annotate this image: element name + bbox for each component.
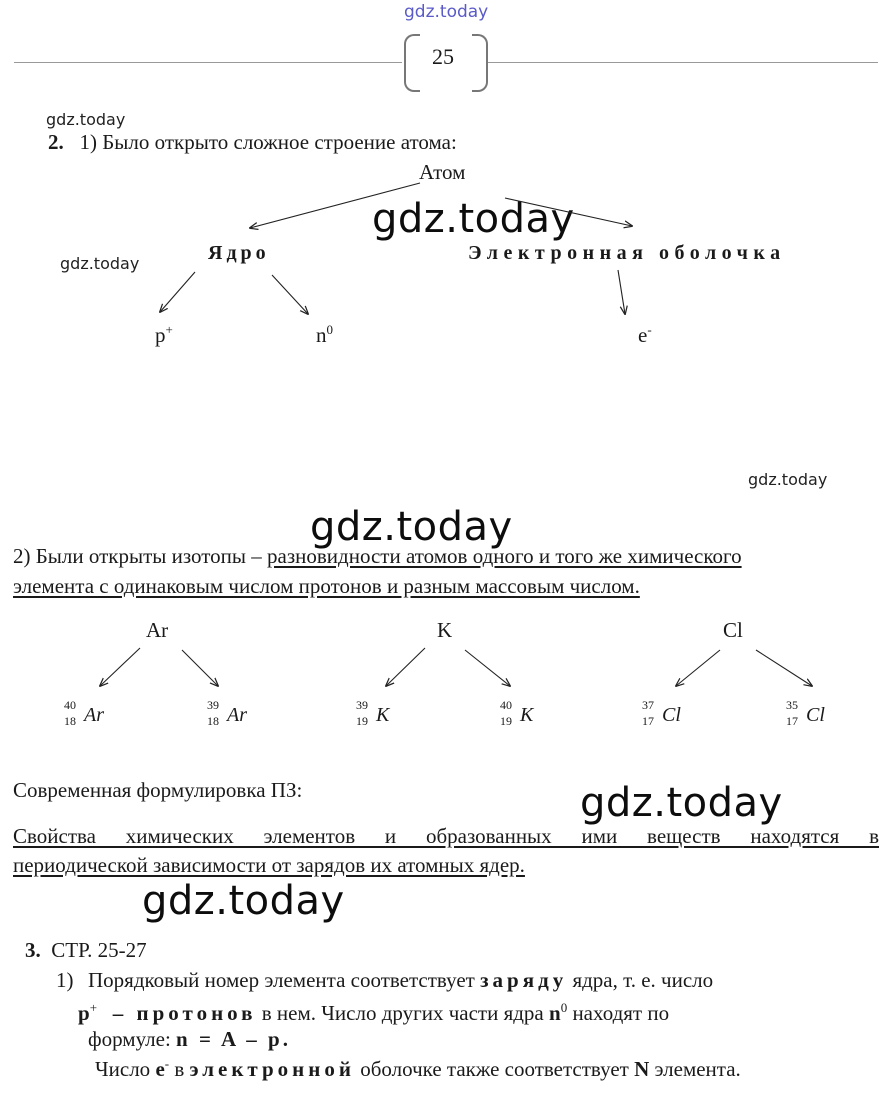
- law-line1: Свойства химических элементов и образованных ими веществ находятся в: [13, 824, 879, 848]
- watermark: gdz.today: [310, 504, 513, 550]
- isotopes-definition: разновидности атомов одного и того же химического: [267, 544, 742, 568]
- task3-line3: формуле: n = A – p.: [88, 1027, 291, 1051]
- isotopes-line1: 2) Были открыты изотопы – разновидности атомов одного и того же химического: [13, 544, 742, 568]
- proton-label: p+: [155, 322, 173, 347]
- task3-heading: [25, 938, 147, 963]
- element-k: K: [437, 618, 453, 642]
- electron-label: e-: [638, 322, 652, 347]
- element-cl: Cl: [723, 618, 743, 642]
- element-ar: Ar: [146, 618, 169, 642]
- nucleus-label: Ядро: [208, 242, 270, 264]
- task3-line4: Число e- в электронной оболочке также соответствует N элемента.: [95, 1056, 741, 1081]
- atom-label: Атом: [419, 160, 466, 184]
- isotopes-line2: элемента с одинаковым числом протонов и разным массовым числом.: [13, 574, 640, 598]
- page-number: 25: [432, 44, 454, 69]
- watermark: gdz.today: [142, 878, 345, 924]
- task3-ref: СТР. 25-27: [51, 938, 147, 962]
- watermark: gdz.today: [748, 470, 828, 489]
- task3-item1-number: 1): [56, 968, 74, 992]
- watermark: gdz.today: [372, 196, 575, 242]
- task3-line1: Порядковый номер элемента соответствует заряду ядра, т. е. число: [88, 968, 714, 992]
- law-line2: периодической зависимости от зарядов их атомных ядер.: [13, 853, 525, 877]
- modern-formulation-title: Современная формулировка ПЗ:: [13, 778, 303, 802]
- task2-number: 2.: [48, 130, 64, 154]
- watermark: gdz.today: [60, 254, 140, 273]
- task2-intro: 1) Было открыто сложное строение атома:: [79, 130, 457, 154]
- watermark: gdz.today: [580, 780, 783, 826]
- neutron-label: $n^0$: [316, 322, 333, 347]
- watermark: gdz.today: [46, 110, 126, 129]
- task3-line2: p+ – протонов в нем. Число других части ядра $n^0$ находят по: [78, 1000, 670, 1025]
- watermark-top: gdz.today: [404, 2, 489, 22]
- task3-number: 3.: [25, 938, 41, 962]
- shell-label: Электронная оболочка: [468, 242, 786, 264]
